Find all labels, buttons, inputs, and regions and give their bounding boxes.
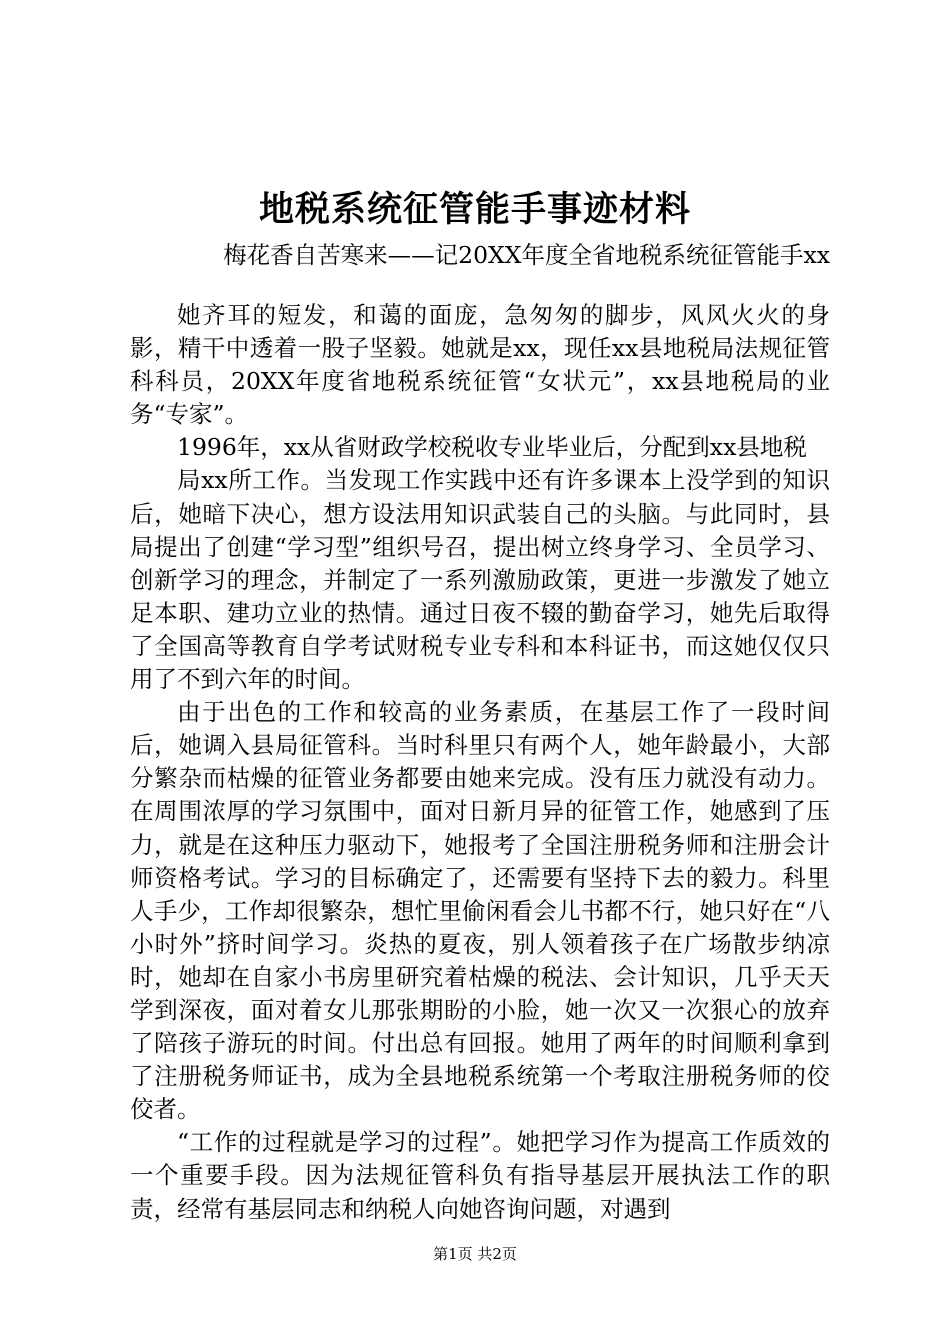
document-title: 地税系统征管能手事迹材料 [258, 190, 691, 230]
paragraph-2: 1996年，xx从省财政学校税收专业毕业后，分配到xx县地税 [177, 433, 807, 462]
paragraph-4: 由于出色的工作和较高的业务素质，在基层工作了一段时间后，她调入县局征管科。当时科里只有两个人，她年龄最小，大部分繁杂而枯燥的征管业务都要由她来完成。没有压力就没有动力。在周围浓厚的学习氛围中，面对日新月异的征管工作，她感到了压力，就是在这种压力驱动下，她报考了全国注册税务师和注册会计师资格考试。学习的目标确定了，还需要有坚持下去的毅力。科里人手少，工作却很繁杂，想忙里偷闲看会儿书都不行，她只好在“八小时外”挤时间学习。炎热的夏夜，别人领着孩子在广场散步纳凉时，她却在自家小书房里研究着枯燥的税法、会计知识，几乎天天学到深夜，面对着女儿那张期盼的小脸，她一次又一次狠心的放弃了陪孩子游玩的时间。付出总有回报。她用了两年的时间顺利拿到了注册税务师证书，成为全县地税系统第一个考取注册税务师的佼佼者。 [130, 698, 830, 1124]
page-footer: 第1页 共2页 [433, 1245, 517, 1263]
paragraph-3: 局xx所工作。当发现工作实践中还有许多课本上没学到的知识后，她暗下决心，想方设法用知识武装自己的头脑。与此同时，县局提出了创建“学习型”组织号召，提出树立终身学习、全员学习、创新学习的理念，并制定了一系列激励政策，更进一步激发了她立足本职、建功立业的热情。通过日夜不辍的勤奋学习，她先后取得了全国高等教育自学考试财税专业专科和本科证书，而这她仅仅只用了不到六年的时间。 [130, 466, 830, 694]
paragraph-5: “工作的过程就是学习的过程”。她把学习作为提高工作质效的一个重要手段。因为法规征管科负有指导基层开展执法工作的职责，经常有基层同志和纳税人向她咨询问题，对遇到 [130, 1128, 830, 1223]
document-subtitle: 梅花香自苦寒来——记20XX年度全省地税系统征管能手xx [223, 241, 830, 269]
paragraph-1: 她齐耳的短发，和蔼的面庞，急匆匆的脚步，风风火火的身影，精干中透着一股子坚毅。她就是xx，现任xx县地税局法规征管科科员，20XX年度省地税系统征管“女状元”，xx县地税局的业务“专家”。 [130, 301, 830, 429]
document-body [130, 299, 830, 1226]
